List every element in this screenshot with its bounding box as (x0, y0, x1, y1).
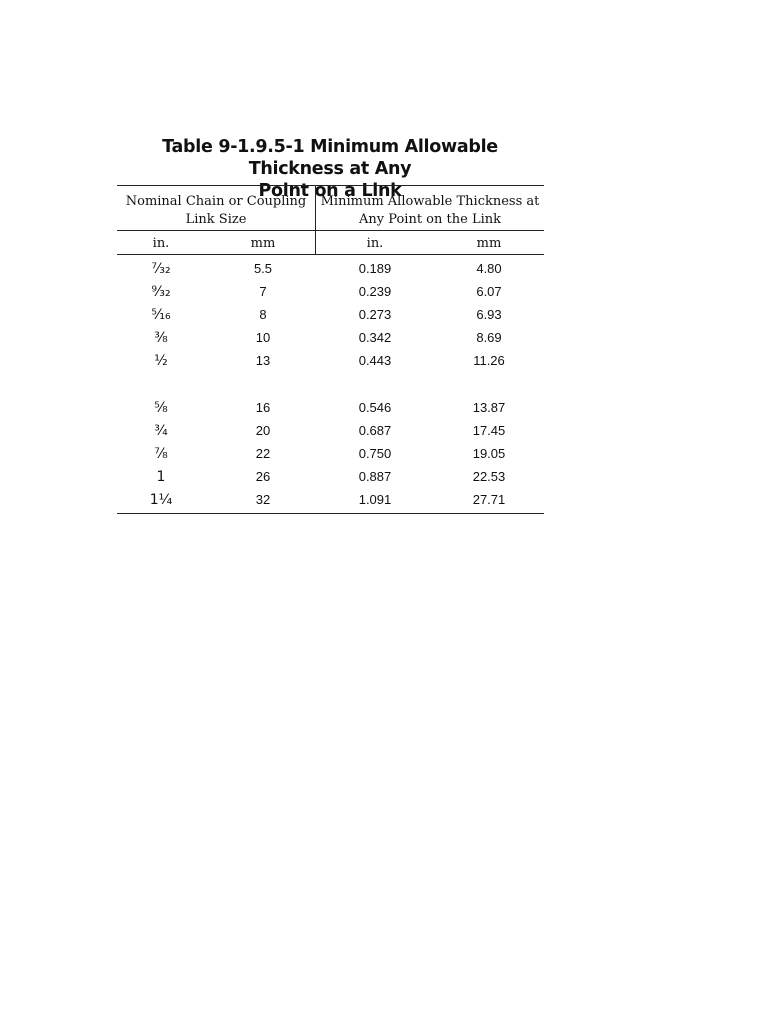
header-thickness-line-1: Minimum Allowable Thickness at (320, 194, 540, 209)
cell-size-mm: 8 (259, 307, 267, 322)
cell-thickness-in: 0.273 (358, 307, 392, 322)
cell-thickness-in: 0.750 (358, 446, 392, 461)
cell-thickness-mm: 6.93 (476, 307, 502, 322)
cell-thickness-mm: 22.53 (472, 469, 506, 484)
header-rule (117, 230, 544, 231)
cell-size-in: ⁹⁄₃₂ (151, 284, 171, 300)
cell-size-in: ⁵⁄₁₆ (151, 307, 171, 323)
cell-thickness-in: 0.443 (358, 353, 392, 368)
cell-size-in: 1¹⁄₄ (149, 492, 173, 508)
cell-size-in: ³⁄₄ (154, 423, 168, 439)
cell-thickness-mm: 17.45 (472, 423, 506, 438)
table-title-line-1: Table 9-1.9.5-1 Minimum Allowable Thickness at Any (162, 137, 498, 179)
cell-thickness-mm: 11.26 (473, 353, 505, 368)
cell-size-mm: 20 (255, 423, 271, 438)
thickness-table (117, 185, 544, 514)
cell-thickness-in: 0.189 (358, 261, 392, 276)
table-title-line-2: Point on a Link (258, 181, 402, 201)
cell-size-in: ⁷⁄₈ (154, 446, 168, 462)
cell-size-in: ⁵⁄₈ (154, 400, 168, 416)
header-nominal-line-1: Nominal Chain or Coupling (125, 194, 307, 209)
cell-size-mm: 5.5 (253, 261, 273, 276)
cell-thickness-in: 0.342 (358, 330, 392, 345)
cell-thickness-mm: 6.07 (476, 284, 502, 299)
cell-thickness-in: 0.239 (358, 284, 392, 299)
cell-thickness-mm: 19.05 (472, 446, 506, 461)
units-rule (117, 254, 544, 255)
cell-size-mm: 22 (255, 446, 271, 461)
cell-thickness-mm: 4.80 (476, 261, 502, 276)
cell-thickness-mm: 8.69 (476, 330, 502, 345)
cell-size-mm: 7 (259, 284, 267, 299)
cell-size-in: ¹⁄₂ (154, 353, 168, 369)
unit-size-mm: mm (250, 236, 276, 251)
cell-size-in: ³⁄₈ (154, 330, 168, 346)
cell-size-mm: 32 (255, 492, 271, 507)
table-top-rule (117, 185, 544, 186)
table-bottom-rule (117, 513, 544, 514)
cell-size-mm: 10 (255, 330, 271, 345)
header-thickness-line-2: Any Point on the Link (359, 212, 501, 227)
unit-thickness-mm: mm (476, 236, 502, 251)
unit-size-in: in. (152, 236, 170, 251)
header-minimum-thickness (316, 193, 544, 229)
cell-size-mm: 16 (255, 400, 271, 415)
cell-thickness-mm: 13.87 (472, 400, 506, 415)
cell-thickness-mm: 27.71 (472, 492, 506, 507)
cell-size-mm: 13 (255, 353, 271, 368)
cell-thickness-in: 1.091 (358, 492, 392, 507)
cell-thickness-in: 0.546 (358, 400, 392, 415)
unit-thickness-in: in. (366, 236, 384, 251)
cell-thickness-in: 0.687 (358, 423, 392, 438)
header-nominal-link-size (117, 193, 315, 229)
cell-size-in: ⁷⁄₃₂ (151, 261, 171, 277)
header-nominal-line-2: Link Size (185, 212, 247, 227)
cell-size-in: 1 (156, 469, 166, 485)
cell-size-mm: 26 (255, 469, 271, 484)
cell-thickness-in: 0.887 (358, 469, 392, 484)
